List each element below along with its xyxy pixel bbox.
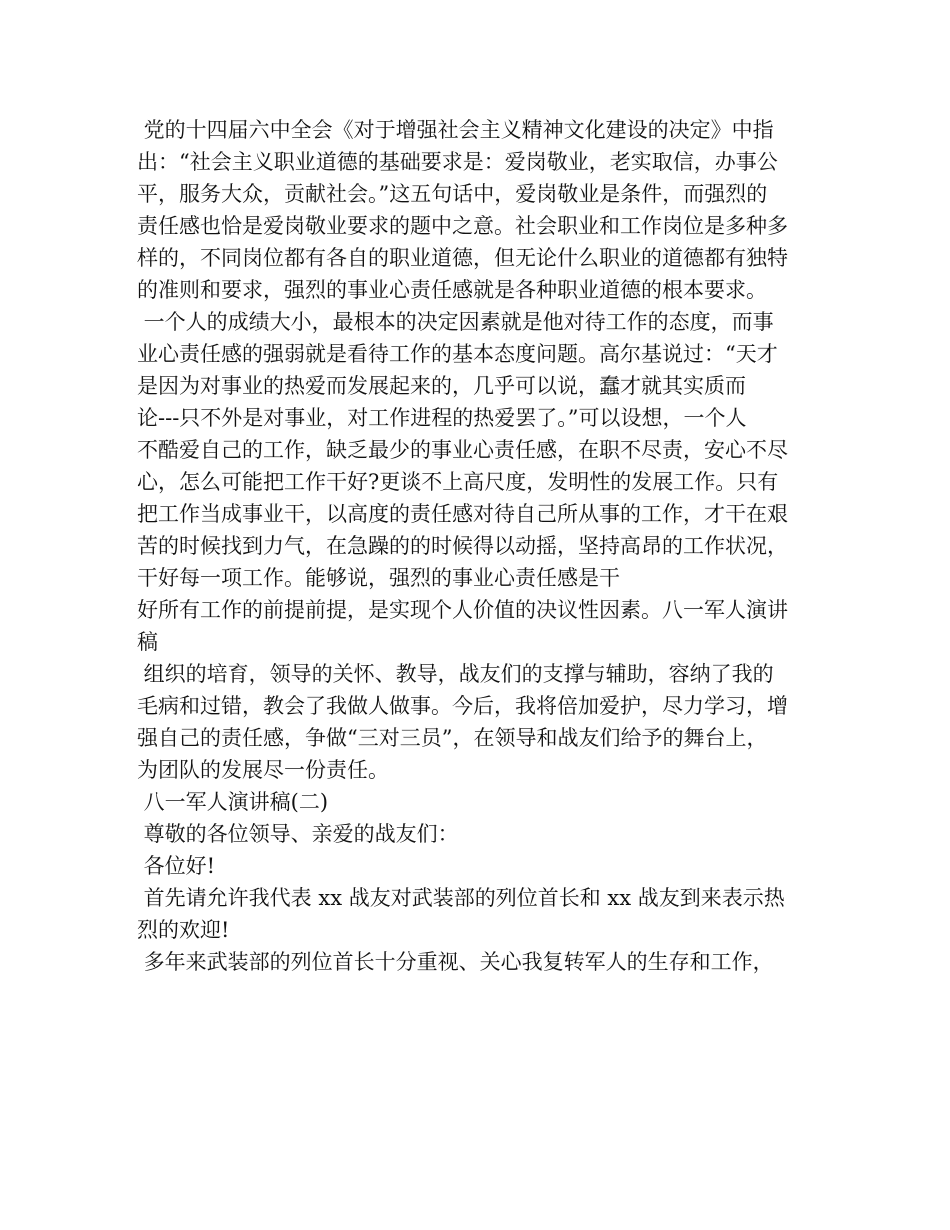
section-heading: 八一军人演讲稿(二) [137,790,329,814]
text-line: 强自己的责任感，争做“三对三员”，在领导和战友们给予的舞台上， [137,726,768,750]
text-line: 的准则和要求，强烈的事业心责任感就是各种职业道德的根本要求。 [137,278,767,302]
text-line: 党的十四届六中全会《对于增强社会主义精神文化建设的决定》中指 [137,118,774,142]
text-line: 首先请允许我代表 xx 战友对武装部的列位首长和 xx 战友到来表示热 [137,886,785,910]
text-line: 一个人的成绩大小，最根本的决定因素就是他对待工作的态度，而事 [137,310,774,334]
text-line: 心，怎么可能把工作干好?更谈不上高尺度，发明性的发展工作。只有 [137,470,779,494]
text-line: 为团队的发展尽一份责任。 [137,758,389,782]
salutation: 尊敬的各位领导、亲爱的战友们： [137,822,459,846]
text-line: 平，服务大众，贡献社会。”这五句话中，爱岗敬业是条件，而强烈的 [137,182,768,206]
text-line: 出：“社会主义职业道德的基础要求是：爱岗敬业，老实取信，办事公 [137,150,778,174]
text-line: 业心责任感的强弱就是看待工作的基本态度问题。高尔基说过：“天才 [137,342,778,366]
text-line: 多年来武装部的列位首长十分重视、关心我复转军人的生存和工作， [137,950,774,974]
text-line: 烈的欢迎! [137,918,230,942]
document-body [137,114,827,978]
greeting: 各位好! [137,854,216,878]
text-line: 毛病和过错，教会了我做人做事。今后，我将倍加爱护，尽力学习，增 [137,694,788,718]
text-line: 干好每一项工作。能够说，强烈的事业心责任感是干 [137,566,620,590]
text-line: 责任感也恰是爱岗敬业要求的题中之意。社会职业和工作岗位是多种多 [137,214,788,238]
text-line: 组织的培育，领导的关怀、教导，战友们的支撑与辅助，容纳了我的 [137,662,774,686]
text-line: 论---只不外是对事业，对工作进程的热爱罢了。”可以设想，一个人 [137,406,747,430]
text-line: 把工作当成事业干，以高度的责任感对待自己所从事的工作，才干在艰 [137,502,788,526]
text-line: 稿 [137,630,158,654]
text-line: 是因为对事业的热爱而发展起来的，几乎可以说，蠢才就其实质而 [137,374,746,398]
text-line: 苦的时候找到力气，在急躁的的时候得以动摇，坚持高昂的工作状况， [137,534,788,558]
text-line: 不酷爱自己的工作，缺乏最少的事业心责任感，在职不尽责，安心不尽 [137,438,788,462]
text-line: 样的，不同岗位都有各自的职业道德，但无论什么职业的道德都有独特 [137,246,788,270]
text-line: 好所有工作的前提前提，是实现个人价值的决议性因素。八一军人演讲 [137,598,788,622]
